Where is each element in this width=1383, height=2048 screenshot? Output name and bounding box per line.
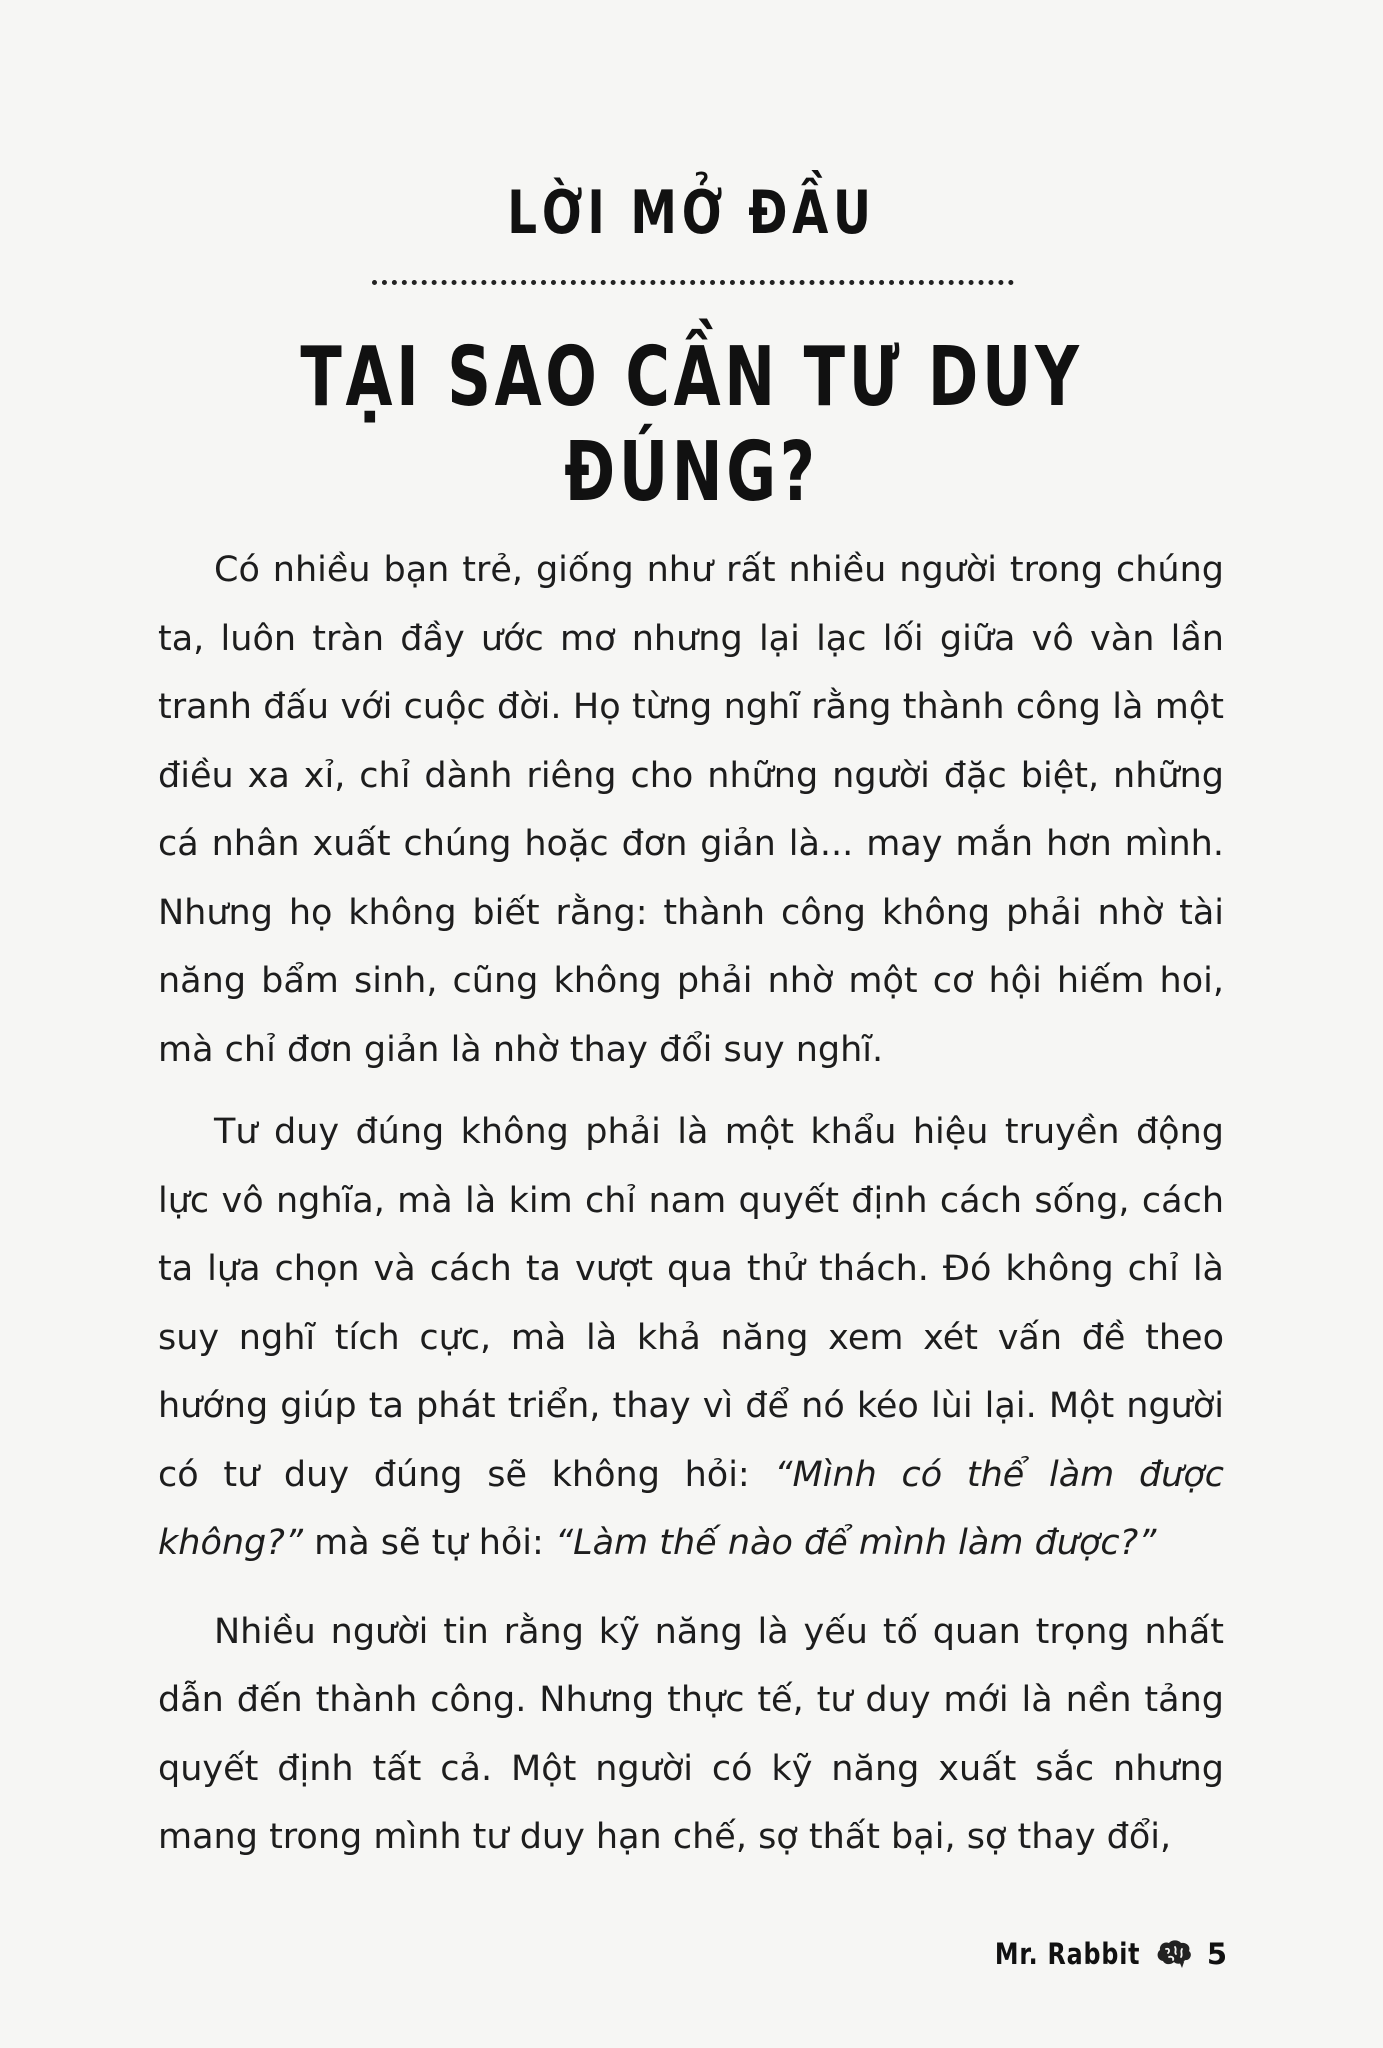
quote-can-i: “Mình có thể làm được không?” <box>158 1454 1224 1563</box>
brain-icon <box>1155 1939 1193 1969</box>
chapter-title: TẠI SAO CẦN TƯ DUY ĐÚNG? <box>300 330 1083 520</box>
paragraph-2-mid: mà sẽ tự hỏi: <box>302 1523 555 1563</box>
paragraph-1: Có nhiều bạn trẻ, giống như rất nhiều người trong chúng ta, luôn tràn đầy ước mơ nhưng lại lạc lối giữa vô vàn lần tranh đấu với cuộc đời. Họ từng nghĩ rằng thành công là một điều xa xỉ, chỉ dành riêng cho những người đặc biệt, những cá nhân xuất chúng hoặc đơn giản là... may mắn hơn mình. Nhưng họ không biết rằng: thành công không phải nhờ tài năng bẩm sinh, cũng không phải nhờ một cơ hội hiếm hoi, mà chỉ đơn giản là nhờ thay đổi suy nghĩ. <box>158 550 1224 1070</box>
paragraph-3: Nhiều người tin rằng kỹ năng là yếu tố quan trọng nhất dẫn đến thành công. Nhưng thực tế, tư duy mới là nền tảng quyết định tất cả. Một người có kỹ năng xuất sắc nhưng mang trong mình tư duy hạn chế, sợ thất bại, sợ thay đổi, <box>158 1611 1224 1857</box>
body-text <box>158 536 1224 1872</box>
page-number: 5 <box>1206 1937 1227 1971</box>
chapter-subtitle: LỜI MỞ ĐẦU <box>507 178 876 248</box>
page-footer <box>963 1937 1227 1971</box>
paragraph-2-lead: Tư duy đúng không phải là một khẩu hiệu truyền động lực vô nghĩa, mà là kim chỉ nam quyết định cách sống, cách ta lựa chọn và cách ta vượt qua thử thách. Đó không chỉ là suy nghĩ tích cực, mà là khả năng xem xét vấn đề theo hướng giúp ta phát triển, thay vì để nó kéo lùi lại. Một người có tư duy đúng sẽ không hỏi: <box>158 1112 1224 1495</box>
paragraph-2 <box>158 1098 1224 1578</box>
quote-how-can-i: “Làm thế nào để mình làm được?” <box>554 1523 1157 1563</box>
footer-author: Mr. Rabbit <box>995 1937 1141 1971</box>
dotted-divider <box>372 280 1014 285</box>
